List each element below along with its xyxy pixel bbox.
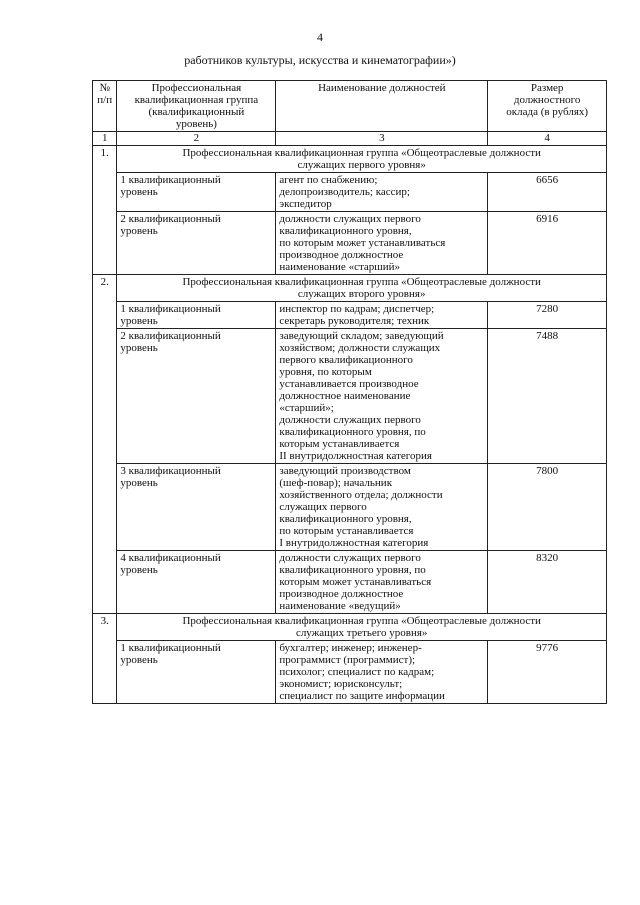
qualification-level: 2 квалификационный уровень	[117, 329, 276, 464]
group-number: 2.	[93, 275, 117, 614]
header-positions: Наименование должностей	[276, 81, 488, 132]
salary-cell: 7488	[488, 329, 607, 464]
salary-cell: 6656	[488, 173, 607, 212]
positions-cell: инспектор по кадрам; диспетчер; секретарь руководителя; техник	[276, 302, 488, 329]
header-group: Профессиональная квалификационная группа (квалификационный уровень)	[117, 81, 276, 132]
table-row	[93, 173, 607, 212]
positions-cell: заведующий складом; заведующий хозяйством; должности служащих первого квалификационного уровня, по которым устанавливается производное должностное наименование «старший»; должности служащих первого квалификационного уровня, по которым устанавливается II внутридолжностная категория	[276, 329, 488, 464]
salary-cell: 8320	[488, 551, 607, 614]
qualification-level: 2 квалификационный уровень	[117, 212, 276, 275]
group-number: 1.	[93, 146, 117, 275]
qualification-level: 4 квалификационный уровень	[117, 551, 276, 614]
table-header-row	[93, 81, 607, 132]
page-number: 4	[317, 30, 323, 44]
table-row	[93, 212, 607, 275]
group-row	[93, 275, 607, 302]
group-title: Профессиональная квалификационная группа «Общеотраслевые должности служащих второго уровня»	[117, 275, 607, 302]
qualification-level: 3 квалификационный уровень	[117, 464, 276, 551]
positions-cell: агент по снабжению; делопроизводитель; кассир; экспедитор	[276, 173, 488, 212]
index-cell: 3	[276, 132, 488, 146]
positions-cell: должности служащих первого квалификационного уровня, по которым может устанавливаться производное должностное наименование «ведущий»	[276, 551, 488, 614]
salary-cell: 6916	[488, 212, 607, 275]
salary-cell: 7800	[488, 464, 607, 551]
header-salary: Размер должностного оклада (в рублях)	[488, 81, 607, 132]
positions-cell: заведующий производством (шеф-повар); начальник хозяйственного отдела; должности служащих первого квалификационного уровня, по которым устанавливается I внутридолжностная категория	[276, 464, 488, 551]
table-row	[93, 641, 607, 704]
table-row	[93, 551, 607, 614]
qualification-level: 1 квалификационный уровень	[117, 173, 276, 212]
table-row	[93, 302, 607, 329]
group-title: Профессиональная квалификационная группа «Общеотраслевые должности служащих первого уровня»	[117, 146, 607, 173]
positions-cell: должности служащих первого квалификационного уровня, по которым может устанавливаться производное должностное наименование «старший»	[276, 212, 488, 275]
index-cell: 2	[117, 132, 276, 146]
qualification-level: 1 квалификационный уровень	[117, 641, 276, 704]
header-num: № п/п	[93, 81, 117, 132]
column-index-row	[93, 132, 607, 146]
group-title: Профессиональная квалификационная группа «Общеотраслевые должности служащих третьего уровня»	[117, 614, 607, 641]
table-row	[93, 329, 607, 464]
group-row	[93, 614, 607, 641]
table-row	[93, 464, 607, 551]
qualification-level: 1 квалификационный уровень	[117, 302, 276, 329]
index-cell: 1	[93, 132, 117, 146]
header-continuation: работников культуры, искусства и кинематографии»)	[184, 53, 456, 67]
salary-cell: 9776	[488, 641, 607, 704]
group-number: 3.	[93, 614, 117, 704]
salary-table	[92, 80, 607, 704]
salary-cell: 7280	[488, 302, 607, 329]
group-row	[93, 146, 607, 173]
index-cell: 4	[488, 132, 607, 146]
positions-cell: бухгалтер; инженер; инженер- программист (программист); психолог; специалист по кадрам; экономист; юрисконсульт; специалист по защите информации	[276, 641, 488, 704]
